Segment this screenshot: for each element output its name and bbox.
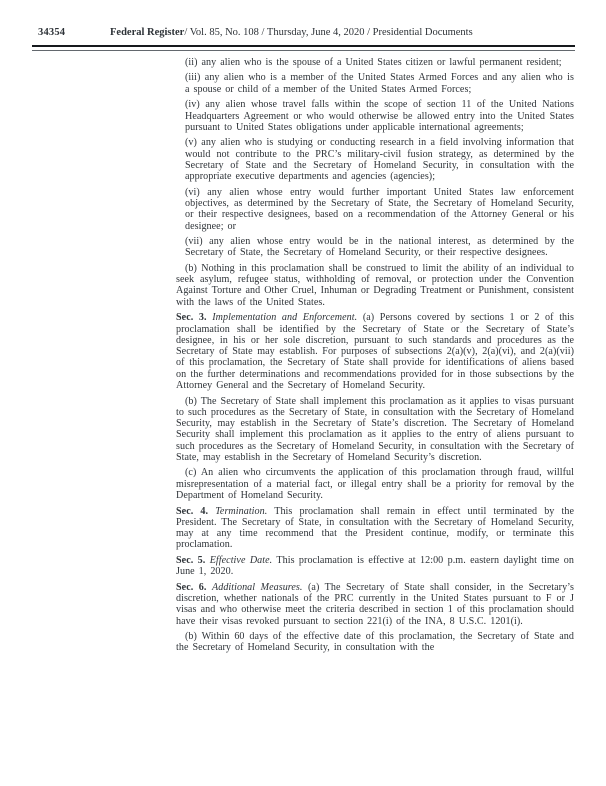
clause-v: (v) any alien who is studying or conducting research in a field involving information that would not contribute to the PRC’s military-civil fusion strategy, as determined by the Secretary of State and the Secretary of Homeland Security, in consultation with the appropriate executive departments and agencies (agencies);: [185, 137, 574, 183]
publication-name: Federal Register: [110, 27, 185, 38]
section-3: [176, 312, 574, 391]
section-5-title: Effective Date.: [209, 554, 273, 566]
header-title: [110, 27, 473, 39]
paragraph-b-sec2: (b) Nothing in this proclamation shall be construed to limit the ability of an individual to seek asylum, refugee status, withholding of removal, or protection under the Convention Against Torture and Other Cruel, Inhuman or Degrading Treatment or Punishment, consistent with the laws of the United States.: [176, 262, 574, 308]
paragraph-b-sec6: (b) Within 60 days of the effective date of this proclamation, the Secretary of State and the Secretary of Homeland Security, in consultation with the: [176, 631, 574, 654]
page-header: [38, 27, 575, 39]
section-6-label: Sec. 6.: [176, 581, 207, 593]
clause-ii: (ii) any alien who is the spouse of a United States citizen or lawful permanent resident;: [185, 57, 562, 68]
page-number: 34354: [38, 27, 66, 38]
clause-vi: (vi) any alien whose entry would further important United States law enforcement objectives, as determined by the Secretary of State, the Secretary of Homeland Security, or their respective designees, based on a recommendation of the Attorney General or his designee; or: [185, 186, 574, 232]
section-3-label: Sec. 3.: [176, 312, 207, 324]
section-4: [176, 506, 574, 551]
clause-iii: (iii) any alien who is a member of the United States Armed Forces and any alien who is a spouse or child of a member of the United States Armed Forces;: [185, 72, 574, 95]
section-4-text: This proclamation shall remain in effect until terminated by the President. The Secretary of State, in consultation with the Secretary of Homeland Security, may at any time recommend that the President continue, modify, or terminate this proclamation.: [176, 505, 574, 551]
section-6-text: (a) The Secretary of State shall consider, in the Secretary’s discretion, whether nationals of the PRC currently in the United States pursuant to F or J visas and who otherwise meet the criteria described in section 1 of this proclamation should have their visas revoked pursuant to section 221(i) of the INA, 8 U.S.C. 1201(i).: [176, 581, 574, 627]
header-rule: [32, 45, 575, 51]
document-body: [176, 57, 574, 658]
section-5: [176, 555, 574, 578]
issue-line: / Vol. 85, No. 108 / Thursday, June 4, 2020 / Presidential Documents: [184, 27, 473, 38]
section-6-title: Additional Measures.: [212, 581, 303, 593]
section-5-text: This proclamation is effective at 12:00 p.m. eastern daylight time on June 1, 2020.: [176, 554, 574, 578]
section-6: [176, 582, 574, 627]
paragraph-c-sec3: (c) An alien who circumvents the application of this proclamation through fraud, willful misrepresentation of a material fact, or illegal entry shall be a priority for removal by the Department of Homeland Security.: [176, 467, 574, 502]
section-3-title: Implementation and Enforcement.: [212, 312, 358, 324]
section-4-label: Sec. 4.: [176, 505, 209, 517]
section-5-label: Sec. 5.: [176, 554, 206, 566]
paragraph-b-sec3: (b) The Secretary of State shall implement this proclamation as it applies to visas pursuant to such procedures as the Secretary of State, in consultation with the Secretary of Homeland Security, may establish in the Secretary of State’s discretion. The Secretary of Homeland Security shall implement this proclamation as it applies to the entry of aliens pursuant to such procedures as the Secretary of Homeland Security, in consultation with the Secretary of State, may establish in the Secretary of Homeland Security’s discretion.: [176, 395, 574, 463]
clause-iv: (iv) any alien whose travel falls within the scope of section 11 of the United Nations Headquarters Agreement or who would otherwise be allowed entry into the United States pursuant to United States obligations under applicable international agreements;: [185, 99, 574, 133]
section-4-title: Termination.: [215, 505, 268, 517]
clause-vii: (vii) any alien whose entry would be in the national interest, as determined by the Secretary of State, the Secretary of Homeland Security, or their respective designees.: [185, 236, 574, 259]
section-3-text: (a) Persons covered by sections 1 or 2 of this proclamation shall be identified by the Secretary of State or the Secretary of State’s designee, in his or her sole discretion, pursuant to such standards and procedures as the Secretary of State may establish. For purposes of subsections 2(a)(v), 2(a)(vi), and 2(a)(vii) of this proclamation, the Secretary of State shall provide for identifications of aliens based on the further determinations and recommendations provided for in those subsections by the Attorney General and the Secretary of Homeland Security.: [176, 312, 574, 392]
